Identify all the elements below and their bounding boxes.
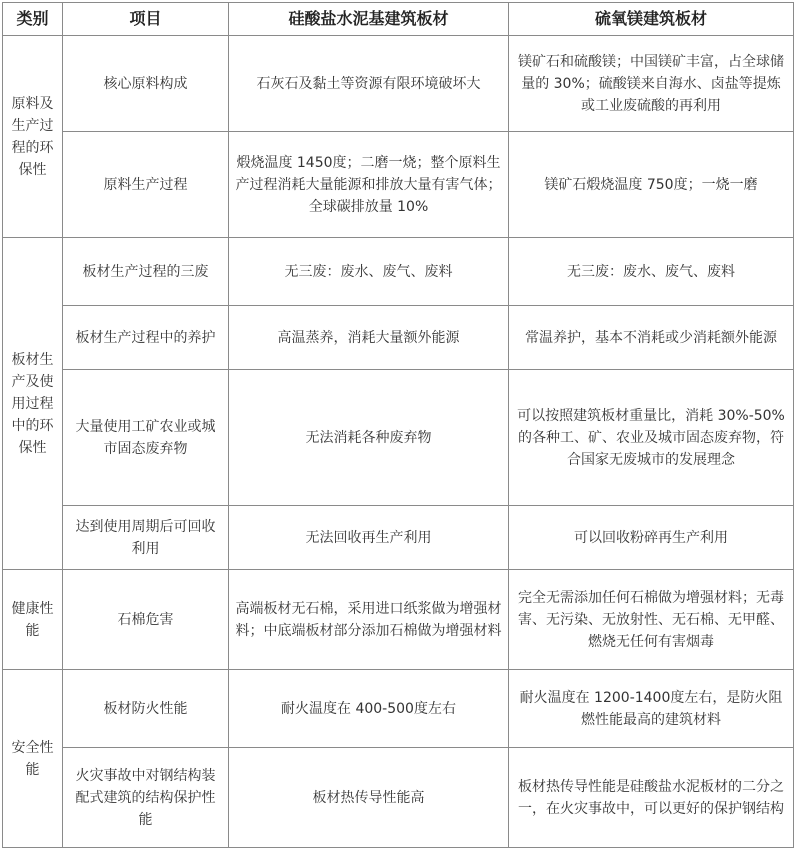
category-cell: 健康性能 bbox=[3, 570, 63, 670]
silicate-cell: 高温蒸养，消耗大量额外能源 bbox=[229, 306, 509, 370]
item-cell: 达到使用周期后可回收利用 bbox=[63, 506, 229, 570]
magnesium-cell: 无三废：废水、废气、废料 bbox=[509, 238, 794, 306]
table-row bbox=[3, 506, 794, 570]
table-row bbox=[3, 36, 794, 132]
item-cell: 石棉危害 bbox=[63, 570, 229, 670]
header-row bbox=[3, 3, 794, 36]
category-cell: 安全性能 bbox=[3, 670, 63, 848]
category-cell: 板材生产及使用过程中的环保性 bbox=[3, 238, 63, 570]
comparison-table bbox=[2, 2, 794, 848]
item-cell: 板材生产过程中的养护 bbox=[63, 306, 229, 370]
magnesium-cell: 可以按照建筑板材重量比，消耗 30%-50%的各种工、矿、农业及城市固态废弃物，符合国家无废城市的发展理念 bbox=[509, 370, 794, 506]
magnesium-cell: 板材热传导性能是硅酸盐水泥板材的二分之一，在火灾事故中，可以更好的保护钢结构 bbox=[509, 748, 794, 848]
magnesium-cell: 常温养护，基本不消耗或少消耗额外能源 bbox=[509, 306, 794, 370]
item-cell: 原料生产过程 bbox=[63, 132, 229, 238]
item-cell: 核心原料构成 bbox=[63, 36, 229, 132]
magnesium-cell: 可以回收粉碎再生产利用 bbox=[509, 506, 794, 570]
magnesium-cell: 镁矿石和硫酸镁；中国镁矿丰富，占全球储量的 30%；硫酸镁来自海水、卤盐等提炼或工业废硫酸的再利用 bbox=[509, 36, 794, 132]
silicate-cell: 无法消耗各种废弃物 bbox=[229, 370, 509, 506]
silicate-cell: 石灰石及黏土等资源有限环境破坏大 bbox=[229, 36, 509, 132]
table-row bbox=[3, 570, 794, 670]
item-cell: 大量使用工矿农业或城市固态废弃物 bbox=[63, 370, 229, 506]
magnesium-cell: 镁矿石煅烧温度 750度；一烧一磨 bbox=[509, 132, 794, 238]
silicate-cell: 耐火温度在 400-500度左右 bbox=[229, 670, 509, 748]
table-row bbox=[3, 132, 794, 238]
table-row bbox=[3, 748, 794, 848]
magnesium-cell: 耐火温度在 1200-1400度左右，是防火阻燃性能最高的建筑材料 bbox=[509, 670, 794, 748]
item-cell: 火灾事故中对钢结构装配式建筑的结构保护性能 bbox=[63, 748, 229, 848]
silicate-cell: 无三废：废水、废气、废料 bbox=[229, 238, 509, 306]
silicate-cell: 无法回收再生产利用 bbox=[229, 506, 509, 570]
header-item: 项目 bbox=[63, 3, 229, 36]
table-row bbox=[3, 306, 794, 370]
table-row bbox=[3, 238, 794, 306]
header-magnesium: 硫氧镁建筑板材 bbox=[509, 3, 794, 36]
silicate-cell: 板材热传导性能高 bbox=[229, 748, 509, 848]
silicate-cell: 煅烧温度 1450度；二磨一烧；整个原料生产过程消耗大量能源和排放大量有害气体；全球碳排放量 10% bbox=[229, 132, 509, 238]
category-cell: 原料及生产过程的环保性 bbox=[3, 36, 63, 238]
table-row bbox=[3, 370, 794, 506]
magnesium-cell: 完全无需添加任何石棉做为增强材料；无毒害、无污染、无放射性、无石棉、无甲醛、燃烧无任何有害烟毒 bbox=[509, 570, 794, 670]
table-row bbox=[3, 670, 794, 748]
silicate-cell: 高端板材无石棉，采用进口纸浆做为增强材料；中底端板材部分添加石棉做为增强材料 bbox=[229, 570, 509, 670]
header-category: 类别 bbox=[3, 3, 63, 36]
item-cell: 板材防火性能 bbox=[63, 670, 229, 748]
item-cell: 板材生产过程的三废 bbox=[63, 238, 229, 306]
header-silicate: 硅酸盐水泥基建筑板材 bbox=[229, 3, 509, 36]
